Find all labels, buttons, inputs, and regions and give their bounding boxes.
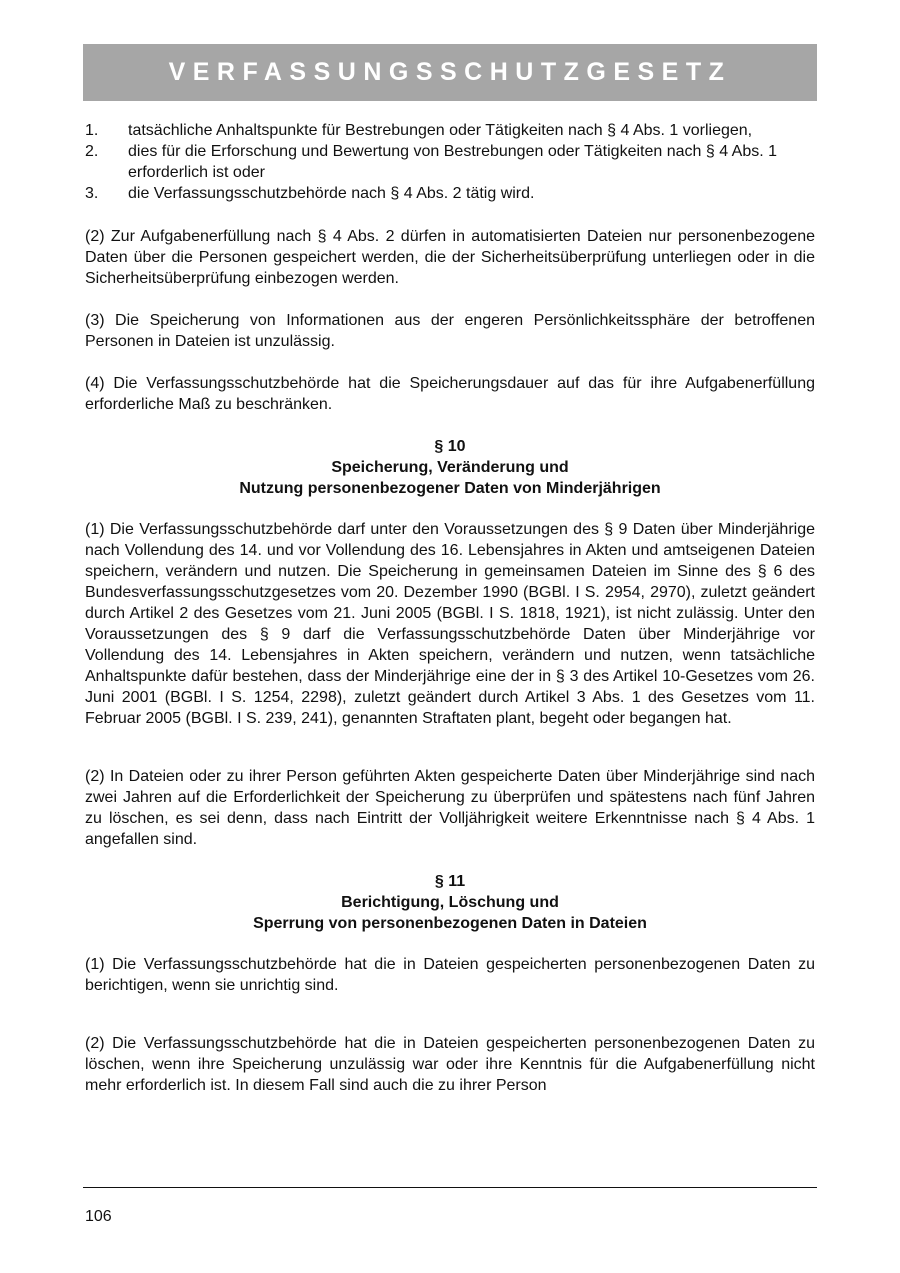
- paragraph: (1) Die Verfassungsschutzbehörde darf unter den Voraussetzungen des § 9 Daten über Minderjährige nach Vollendung des 14. und vor Vollendung des 16. Lebensjahres in Akten und amtseigenen Dateien speichern, verändern und nutzen. Die Speicherung in gemeinsamen Dateien im Sinne des § 6 des Bundesverfassungsschutzgesetzes vom 20. Dezember 1990 (BGBl. I S. 2954, 2970), zuletzt geändert durch Artikel 2 des Gesetzes vom 21. Juni 2005 (BGBl. I S. 1818, 1921), ist nicht zulässig. Unter den Voraussetzungen des § 9 darf die Verfassungsschutzbehörde Daten über Minderjährige vor Vollendung des 14. Lebensjahres in Akten speichern, verändern und nutzen, wenn tatsächliche Anhaltspunkte dafür bestehen, dass der Minderjährige eine der in § 3 des Artikel 10-Gesetzes vom 26. Juni 2001 (BGBl. I S. 1254, 2298), zuletzt geändert durch Artikel 3 Abs. 1 des Gesetzes vom 11. Februar 2005 (BGBl. I S. 239, 241), genannten Straftaten plant, begeht oder begangen hat.: [85, 521, 815, 727]
- paragraph: (1) Die Verfassungsschutzbehörde hat die in Dateien gespeicherten personenbezogenen Daten zu berichtigen, wenn sie unrichtig sind.: [85, 956, 815, 994]
- numbered-list: [85, 120, 815, 204]
- paragraph: (2) In Dateien oder zu ihrer Person geführten Akten gespeicherte Daten über Minderjährige sind nach zwei Jahren auf die Erforderlichkeit der Speicherung zu überprüfen und spätestens nach fünf Jahren zu löschen, es sei denn, dass nach Eintritt der Volljährigkeit weitere Erkenntnisse nach § 4 Abs. 1 angefallen sind.: [85, 768, 815, 848]
- section-heading-10: [85, 436, 815, 499]
- section-title-line: Sperrung von personenbezogenen Daten in Dateien: [253, 915, 647, 932]
- page-body: [85, 120, 815, 1117]
- list-text: tatsächliche Anhaltspunkte für Bestrebungen oder Tätigkeiten nach § 4 Abs. 1 vorliegen,: [128, 122, 753, 139]
- list-item: [85, 141, 815, 183]
- list-number: 2.: [85, 143, 99, 160]
- section-heading-11: [85, 871, 815, 934]
- paragraph: (2) Die Verfassungsschutzbehörde hat die in Dateien gespeicherten personenbezogenen Daten zu löschen, wenn ihre Speicherung unzulässig war oder ihre Kenntnis für die Aufgabenerfüllung nicht mehr erforderlich ist. In diesem Fall sind auch die zu ihrer Person: [85, 1035, 815, 1094]
- list-text: die Verfassungsschutzbehörde nach § 4 Abs. 2 tätig wird.: [128, 185, 535, 202]
- list-number: 3.: [85, 185, 99, 202]
- footer-divider: [83, 1187, 817, 1188]
- paragraph: (2) Zur Aufgabenerfüllung nach § 4 Abs. 2 dürfen in automatisierten Dateien nur personenbezogene Daten über die Personen gespeichert werden, die der Sicherheitsüberprüfung unterliegen oder in die Sicherheitsüberprüfung einbezogen werden.: [85, 228, 815, 287]
- section-number: § 11: [434, 873, 466, 890]
- list-item: [85, 183, 815, 204]
- page-header: [83, 44, 817, 101]
- section-title-line: Speicherung, Veränderung und: [331, 459, 569, 476]
- page-number: 106: [85, 1208, 112, 1225]
- list-number: 1.: [85, 122, 99, 139]
- section-title-line: Nutzung personenbezogener Daten von Minderjährigen: [239, 480, 661, 497]
- paragraph: (4) Die Verfassungsschutzbehörde hat die Speicherungsdauer auf das für ihre Aufgabenerfüllung erforderliche Maß zu beschränken.: [85, 375, 815, 413]
- section-title-line: Berichtigung, Löschung und: [341, 894, 559, 911]
- section-number: § 10: [434, 438, 466, 455]
- list-text: dies für die Erforschung und Bewertung von Bestrebungen oder Tätigkeiten nach § 4 Abs. 1 erforderlich ist oder: [128, 143, 778, 181]
- list-item: [85, 120, 815, 141]
- header-title: VERFASSUNGSSCHUTZGESETZ: [168, 58, 732, 86]
- paragraph: (3) Die Speicherung von Informationen aus der engeren Persönlichkeitssphäre der betroffenen Personen in Dateien ist unzulässig.: [85, 312, 815, 350]
